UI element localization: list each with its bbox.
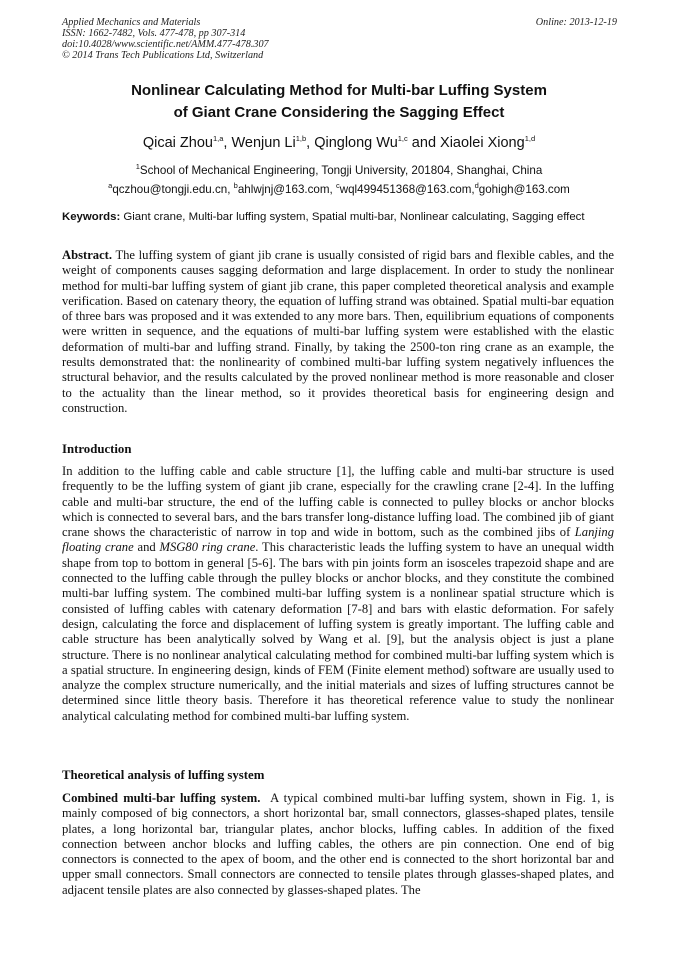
abstract-label: Abstract.	[62, 248, 113, 262]
author-affil-mark: 1,b	[295, 134, 307, 144]
intro-italic-1: Lanjing floating crane	[62, 525, 614, 555]
author-separator: ,	[223, 135, 232, 151]
theory-text: A typical combined multi-bar luffing system, shown in Fig. 1, is mainly composed of big connectors, a short horizontal bar, small connectors, glasses-shaped plates, tensile plates, a long horizontal bar, triangular plates, anchor blocks, luffing cables. In addition of the fixed connection between anchor blocks and luffing cables, the others are pin connection. One end of big connectors is connected to the apex of boom, and the other end is connected to the short horizontal bar and upper small connectors. Small connectors are connected to tensile plates through glasses-shaped plates, and adjacent tensile plates are also connected by glasses-shaped plates. The	[62, 791, 614, 897]
email-address: qczhou@tongji.edu.cn,	[112, 183, 234, 196]
section-heading-theory: Theoretical analysis of luffing system	[62, 768, 265, 782]
author-name: Qicai Zhou	[142, 135, 213, 151]
intro-italic-2: MSG80 ring crane	[159, 540, 256, 555]
copyright-line: © 2014 Trans Tech Publications Ltd, Switzerland	[62, 50, 264, 61]
keywords	[62, 211, 614, 225]
author-name: Qinglong Wu	[314, 135, 398, 151]
subsection-label: Combined multi-bar luffing system.	[62, 791, 261, 805]
running-header	[62, 17, 617, 61]
intro-text-2: and	[133, 540, 160, 555]
author-affil-mark: 1,a	[212, 134, 224, 144]
abstract	[62, 248, 614, 416]
author-name: Wenjun Li	[231, 135, 296, 151]
abstract-text: The luffing system of giant jib crane is usually consisted of rigid bars and flexible cables, and the weight of components causes sagging deformation and large displacement. In order to study the nonlinear method for multi-bar luffing system of giant jib crane, this paper completed theoretical analysis and example verification. Based on catenary theory, the equation of luffing strand was obtained. Spatial multi-bar equation of three bars was proposed and it was extended to any more bars. Then, equilibrium equations of components were written in sequence, and the equations of multi-bar luffing system were established with the elastic deformation of multi-bar and luffing strand. Finally, by taking the 2500-ton ring crane as an example, the results demonstrated that: the nonlinearity of combined multi-bar luffing system negatively influences the structural behavior, and the results calculated by the proved nonlinear method is more reasonable and closer to the actuality than the linear method, so it provides theoretical basis for engineering design and construction.	[62, 248, 614, 415]
affiliation	[0, 164, 678, 178]
email-list	[0, 183, 678, 197]
author-separator: and	[407, 135, 441, 151]
author-name: Xiaolei Xiong	[440, 135, 525, 151]
theory-paragraph	[62, 791, 614, 898]
keywords-text: Giant crane, Multi-bar luffing system, Spatial multi-bar, Nonlinear calculating, Sagging effect	[123, 211, 585, 223]
section-heading-introduction: Introduction	[62, 442, 132, 456]
online-date: Online: 2013-12-19	[535, 17, 617, 28]
email-mark: a	[108, 181, 113, 191]
author-affil-mark: 1,d	[524, 134, 536, 144]
affiliation-text: School of Mechanical Engineering, Tongji University, 201804, Shanghai, China	[139, 164, 543, 177]
email-mark: b	[233, 181, 238, 191]
journal-name: Applied Mechanics and Materials	[62, 17, 201, 28]
title-line-1: Nonlinear Calculating Method for Multi-bar Luffing System	[131, 82, 547, 99]
introduction-paragraph	[62, 464, 614, 724]
keywords-label: Keywords:	[62, 211, 121, 223]
title-line-2: of Giant Crane Considering the Sagging Effect	[173, 104, 505, 121]
email-address: ahlwjnj@163.com,	[237, 183, 336, 196]
intro-text-1: In addition to the luffing cable and cable structure [1], the luffing cable and multi-bar structure is used frequently to be the luffing system of giant jib crane, especially for the crawling crane [2-4]. In the luffing cable and multi-bar structure, the end of the luffing cable is connected to pulley blocks or anchor blocks which is connected to several bars, and the bars transfer long-distance luffing load. The combined jib of giant crane shows the characteristic of narrow in top and wide in bottom, such as the combined jibs of	[62, 464, 614, 540]
email-address: gohigh@163.com	[478, 183, 570, 196]
paper-title	[0, 80, 678, 124]
author-list	[0, 134, 678, 152]
issn-line: ISSN: 1662-7482, Vols. 477-478, pp 307-314	[62, 28, 246, 39]
doi-line: doi:10.4028/www.scientific.net/AMM.477-478.307	[62, 39, 269, 50]
author-affil-mark: 1,c	[397, 134, 408, 144]
intro-text-3: . This characteristic leads the luffing system to have an unequal width shape from top to bottom in general [5-6]. The bars with pin joints form an isosceles trapezoid shape and are connected to the luffing cable through the pulley blocks or anchor blocks, and they constitute the combined multi-bar luffing system. The combined multi-bar luffing system is a nonlinear spatial structure which is consisted of luffing cables with catenary deformation [7-8] and bars with elastic deformation. For safely design, calculating the force and displacement of luffing system is greatly important. The luffing cable and cable structure has been analytically solved by Wang et al. [9], but the analysis object is just a plane structure. There is no nonlinear analytical calculating method for combined multi-bar luffing system which is a spatial structure. In engineering design, kinds of FEM (Finite element method) software are usually used to analyze the complex structure numerically, and the initial materials and sizes of luffing structures cannot be determined since little theory basis. Therefore it has theoretical reference value to study the nonlinear analytical calculating method for combined multi-bar luffing system.	[62, 540, 614, 723]
affiliation-mark: 1	[135, 162, 140, 172]
email-address: wql499451368@163.com,	[339, 183, 475, 196]
email-mark: d	[474, 181, 479, 191]
author-separator: ,	[306, 135, 315, 151]
email-mark: c	[335, 181, 340, 191]
